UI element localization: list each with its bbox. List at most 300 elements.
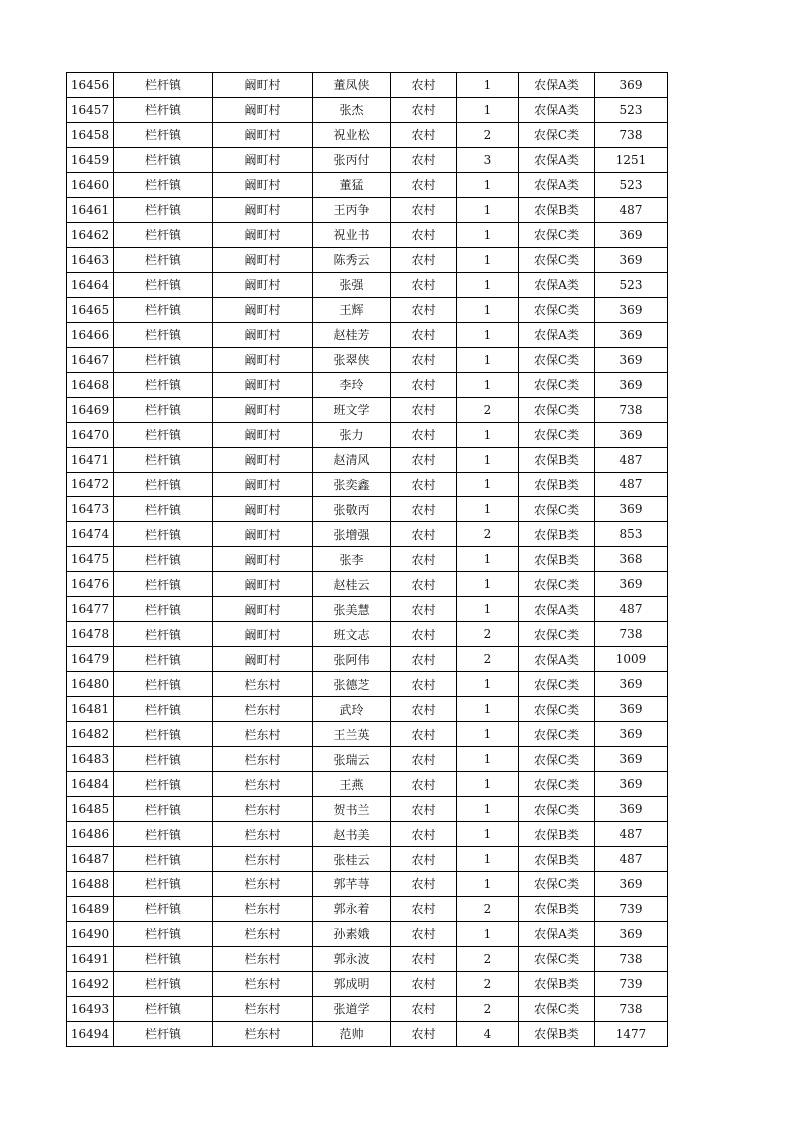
- category-cell: 农保B类: [519, 1021, 595, 1046]
- town-cell: 栏杆镇: [114, 97, 213, 122]
- table-row: [67, 122, 668, 147]
- table-row: [67, 447, 668, 472]
- area-type-cell: 农村: [391, 672, 457, 697]
- amount-cell: 369: [595, 697, 668, 722]
- name-cell: 张丙付: [313, 147, 391, 172]
- amount-cell: 369: [595, 372, 668, 397]
- category-cell: 农保C类: [519, 297, 595, 322]
- id-cell: 16471: [67, 447, 114, 472]
- village-cell: 栏东村: [213, 946, 313, 971]
- count-cell: 1: [457, 322, 519, 347]
- id-cell: 16493: [67, 996, 114, 1021]
- amount-cell: 368: [595, 547, 668, 572]
- category-cell: 农保B类: [519, 197, 595, 222]
- table-row: [67, 921, 668, 946]
- area-type-cell: 农村: [391, 272, 457, 297]
- village-cell: 栏东村: [213, 672, 313, 697]
- table-row: [67, 147, 668, 172]
- table-row: [67, 572, 668, 597]
- name-cell: 张奕鑫: [313, 472, 391, 497]
- table-row: [67, 896, 668, 921]
- town-cell: 栏杆镇: [114, 197, 213, 222]
- count-cell: 1: [457, 797, 519, 822]
- town-cell: 栏杆镇: [114, 921, 213, 946]
- town-cell: 栏杆镇: [114, 122, 213, 147]
- id-cell: 16465: [67, 297, 114, 322]
- name-cell: 王兰英: [313, 722, 391, 747]
- id-cell: 16484: [67, 772, 114, 797]
- town-cell: 栏杆镇: [114, 547, 213, 572]
- name-cell: 陈秀云: [313, 247, 391, 272]
- table-row: [67, 97, 668, 122]
- count-cell: 1: [457, 672, 519, 697]
- category-cell: 农保C类: [519, 797, 595, 822]
- town-cell: 栏杆镇: [114, 697, 213, 722]
- village-cell: 阚町村: [213, 322, 313, 347]
- table-row: [67, 197, 668, 222]
- town-cell: 栏杆镇: [114, 472, 213, 497]
- name-cell: 贺书兰: [313, 797, 391, 822]
- name-cell: 祝业书: [313, 222, 391, 247]
- category-cell: 农保A类: [519, 97, 595, 122]
- count-cell: 2: [457, 647, 519, 672]
- village-cell: 阚町村: [213, 97, 313, 122]
- count-cell: 2: [457, 622, 519, 647]
- category-cell: 农保C类: [519, 872, 595, 897]
- area-type-cell: 农村: [391, 822, 457, 847]
- category-cell: 农保C类: [519, 697, 595, 722]
- category-cell: 农保B类: [519, 847, 595, 872]
- category-cell: 农保C类: [519, 946, 595, 971]
- id-cell: 16464: [67, 272, 114, 297]
- category-cell: 农保C类: [519, 222, 595, 247]
- village-cell: 阚町村: [213, 622, 313, 647]
- area-type-cell: 农村: [391, 372, 457, 397]
- id-cell: 16481: [67, 697, 114, 722]
- amount-cell: 487: [595, 822, 668, 847]
- count-cell: 1: [457, 247, 519, 272]
- id-cell: 16458: [67, 122, 114, 147]
- amount-cell: 369: [595, 747, 668, 772]
- village-cell: 阚町村: [213, 572, 313, 597]
- village-cell: 阚町村: [213, 447, 313, 472]
- name-cell: 张德芝: [313, 672, 391, 697]
- town-cell: 栏杆镇: [114, 847, 213, 872]
- area-type-cell: 农村: [391, 697, 457, 722]
- count-cell: 1: [457, 172, 519, 197]
- count-cell: 1: [457, 347, 519, 372]
- village-cell: 栏东村: [213, 772, 313, 797]
- amount-cell: 487: [595, 472, 668, 497]
- area-type-cell: 农村: [391, 522, 457, 547]
- town-cell: 栏杆镇: [114, 971, 213, 996]
- amount-cell: 738: [595, 996, 668, 1021]
- village-cell: 阚町村: [213, 347, 313, 372]
- data-table: [66, 72, 668, 1047]
- town-cell: 栏杆镇: [114, 722, 213, 747]
- town-cell: 栏杆镇: [114, 422, 213, 447]
- area-type-cell: 农村: [391, 297, 457, 322]
- category-cell: 农保C类: [519, 672, 595, 697]
- name-cell: 张强: [313, 272, 391, 297]
- town-cell: 栏杆镇: [114, 872, 213, 897]
- category-cell: 农保A类: [519, 73, 595, 98]
- count-cell: 1: [457, 197, 519, 222]
- table-row: [67, 1021, 668, 1046]
- village-cell: 阚町村: [213, 172, 313, 197]
- village-cell: 栏东村: [213, 872, 313, 897]
- count-cell: 2: [457, 971, 519, 996]
- village-cell: 栏东村: [213, 797, 313, 822]
- village-cell: 阚町村: [213, 247, 313, 272]
- id-cell: 16473: [67, 497, 114, 522]
- category-cell: 农保C类: [519, 422, 595, 447]
- count-cell: 1: [457, 497, 519, 522]
- amount-cell: 369: [595, 73, 668, 98]
- count-cell: 2: [457, 896, 519, 921]
- table-row: [67, 322, 668, 347]
- amount-cell: 853: [595, 522, 668, 547]
- amount-cell: 487: [595, 447, 668, 472]
- town-cell: 栏杆镇: [114, 222, 213, 247]
- area-type-cell: 农村: [391, 896, 457, 921]
- id-cell: 16469: [67, 397, 114, 422]
- town-cell: 栏杆镇: [114, 497, 213, 522]
- area-type-cell: 农村: [391, 797, 457, 822]
- amount-cell: 369: [595, 322, 668, 347]
- name-cell: 张杰: [313, 97, 391, 122]
- area-type-cell: 农村: [391, 921, 457, 946]
- village-cell: 栏东村: [213, 847, 313, 872]
- id-cell: 16460: [67, 172, 114, 197]
- area-type-cell: 农村: [391, 97, 457, 122]
- town-cell: 栏杆镇: [114, 896, 213, 921]
- village-cell: 阚町村: [213, 147, 313, 172]
- town-cell: 栏杆镇: [114, 822, 213, 847]
- name-cell: 孙素娥: [313, 921, 391, 946]
- town-cell: 栏杆镇: [114, 172, 213, 197]
- amount-cell: 523: [595, 272, 668, 297]
- category-cell: 农保C类: [519, 122, 595, 147]
- name-cell: 张瑞云: [313, 747, 391, 772]
- id-cell: 16475: [67, 547, 114, 572]
- amount-cell: 369: [595, 422, 668, 447]
- area-type-cell: 农村: [391, 122, 457, 147]
- id-cell: 16494: [67, 1021, 114, 1046]
- name-cell: 武玲: [313, 697, 391, 722]
- town-cell: 栏杆镇: [114, 797, 213, 822]
- table-row: [67, 672, 668, 697]
- name-cell: 赵桂云: [313, 572, 391, 597]
- name-cell: 李玲: [313, 372, 391, 397]
- count-cell: 1: [457, 747, 519, 772]
- id-cell: 16492: [67, 971, 114, 996]
- id-cell: 16490: [67, 921, 114, 946]
- area-type-cell: 农村: [391, 647, 457, 672]
- id-cell: 16489: [67, 896, 114, 921]
- area-type-cell: 农村: [391, 447, 457, 472]
- table-row: [67, 522, 668, 547]
- area-type-cell: 农村: [391, 147, 457, 172]
- town-cell: 栏杆镇: [114, 672, 213, 697]
- count-cell: 1: [457, 772, 519, 797]
- table-body: [67, 73, 668, 1047]
- town-cell: 栏杆镇: [114, 522, 213, 547]
- table-row: [67, 397, 668, 422]
- village-cell: 栏东村: [213, 896, 313, 921]
- category-cell: 农保C类: [519, 372, 595, 397]
- area-type-cell: 农村: [391, 247, 457, 272]
- amount-cell: 523: [595, 97, 668, 122]
- name-cell: 张李: [313, 547, 391, 572]
- name-cell: 张力: [313, 422, 391, 447]
- amount-cell: 369: [595, 297, 668, 322]
- table-row: [67, 797, 668, 822]
- village-cell: 阚町村: [213, 522, 313, 547]
- village-cell: 阚町村: [213, 547, 313, 572]
- name-cell: 张美慧: [313, 597, 391, 622]
- village-cell: 栏东村: [213, 722, 313, 747]
- area-type-cell: 农村: [391, 772, 457, 797]
- town-cell: 栏杆镇: [114, 272, 213, 297]
- town-cell: 栏杆镇: [114, 946, 213, 971]
- village-cell: 阚町村: [213, 422, 313, 447]
- id-cell: 16480: [67, 672, 114, 697]
- category-cell: 农保A类: [519, 597, 595, 622]
- name-cell: 班文学: [313, 397, 391, 422]
- town-cell: 栏杆镇: [114, 772, 213, 797]
- area-type-cell: 农村: [391, 547, 457, 572]
- amount-cell: 738: [595, 397, 668, 422]
- town-cell: 栏杆镇: [114, 447, 213, 472]
- id-cell: 16462: [67, 222, 114, 247]
- count-cell: 2: [457, 397, 519, 422]
- id-cell: 16456: [67, 73, 114, 98]
- count-cell: 3: [457, 147, 519, 172]
- count-cell: 1: [457, 572, 519, 597]
- area-type-cell: 农村: [391, 73, 457, 98]
- count-cell: 2: [457, 946, 519, 971]
- village-cell: 栏东村: [213, 822, 313, 847]
- id-cell: 16487: [67, 847, 114, 872]
- category-cell: 农保B类: [519, 447, 595, 472]
- amount-cell: 369: [595, 872, 668, 897]
- table-row: [67, 996, 668, 1021]
- count-cell: 1: [457, 822, 519, 847]
- id-cell: 16470: [67, 422, 114, 447]
- category-cell: 农保C类: [519, 996, 595, 1021]
- village-cell: 栏东村: [213, 747, 313, 772]
- id-cell: 16467: [67, 347, 114, 372]
- town-cell: 栏杆镇: [114, 996, 213, 1021]
- village-cell: 阚町村: [213, 122, 313, 147]
- category-cell: 农保B类: [519, 822, 595, 847]
- village-cell: 阚町村: [213, 497, 313, 522]
- area-type-cell: 农村: [391, 622, 457, 647]
- id-cell: 16485: [67, 797, 114, 822]
- name-cell: 郭永波: [313, 946, 391, 971]
- amount-cell: 369: [595, 722, 668, 747]
- town-cell: 栏杆镇: [114, 747, 213, 772]
- table-row: [67, 747, 668, 772]
- village-cell: 栏东村: [213, 971, 313, 996]
- amount-cell: 369: [595, 572, 668, 597]
- id-cell: 16457: [67, 97, 114, 122]
- category-cell: 农保B类: [519, 522, 595, 547]
- table-row: [67, 222, 668, 247]
- amount-cell: 1009: [595, 647, 668, 672]
- name-cell: 祝业松: [313, 122, 391, 147]
- town-cell: 栏杆镇: [114, 647, 213, 672]
- village-cell: 栏东村: [213, 1021, 313, 1046]
- count-cell: 1: [457, 297, 519, 322]
- amount-cell: 738: [595, 122, 668, 147]
- count-cell: 1: [457, 697, 519, 722]
- name-cell: 张阿伟: [313, 647, 391, 672]
- table-row: [67, 497, 668, 522]
- id-cell: 16477: [67, 597, 114, 622]
- amount-cell: 369: [595, 347, 668, 372]
- area-type-cell: 农村: [391, 572, 457, 597]
- amount-cell: 738: [595, 622, 668, 647]
- table-row: [67, 597, 668, 622]
- amount-cell: 487: [595, 597, 668, 622]
- area-type-cell: 农村: [391, 597, 457, 622]
- category-cell: 农保A类: [519, 921, 595, 946]
- village-cell: 阚町村: [213, 73, 313, 98]
- area-type-cell: 农村: [391, 1021, 457, 1046]
- table-row: [67, 272, 668, 297]
- name-cell: 赵书美: [313, 822, 391, 847]
- count-cell: 1: [457, 447, 519, 472]
- village-cell: 阚町村: [213, 222, 313, 247]
- id-cell: 16482: [67, 722, 114, 747]
- amount-cell: 739: [595, 971, 668, 996]
- town-cell: 栏杆镇: [114, 597, 213, 622]
- category-cell: 农保C类: [519, 572, 595, 597]
- town-cell: 栏杆镇: [114, 322, 213, 347]
- town-cell: 栏杆镇: [114, 622, 213, 647]
- category-cell: 农保A类: [519, 272, 595, 297]
- area-type-cell: 农村: [391, 222, 457, 247]
- id-cell: 16483: [67, 747, 114, 772]
- village-cell: 阚町村: [213, 272, 313, 297]
- amount-cell: 369: [595, 672, 668, 697]
- town-cell: 栏杆镇: [114, 147, 213, 172]
- category-cell: 农保A类: [519, 147, 595, 172]
- table-row: [67, 297, 668, 322]
- id-cell: 16472: [67, 472, 114, 497]
- count-cell: 1: [457, 472, 519, 497]
- id-cell: 16474: [67, 522, 114, 547]
- name-cell: 王燕: [313, 772, 391, 797]
- name-cell: 董猛: [313, 172, 391, 197]
- amount-cell: 739: [595, 896, 668, 921]
- area-type-cell: 农村: [391, 397, 457, 422]
- count-cell: 2: [457, 522, 519, 547]
- area-type-cell: 农村: [391, 946, 457, 971]
- count-cell: 2: [457, 122, 519, 147]
- name-cell: 董凤侠: [313, 73, 391, 98]
- id-cell: 16459: [67, 147, 114, 172]
- name-cell: 张增强: [313, 522, 391, 547]
- village-cell: 栏东村: [213, 697, 313, 722]
- name-cell: 张翠侠: [313, 347, 391, 372]
- name-cell: 赵桂芳: [313, 322, 391, 347]
- table-row: [67, 472, 668, 497]
- amount-cell: 369: [595, 247, 668, 272]
- amount-cell: 523: [595, 172, 668, 197]
- category-cell: 农保C类: [519, 622, 595, 647]
- id-cell: 16463: [67, 247, 114, 272]
- area-type-cell: 农村: [391, 347, 457, 372]
- name-cell: 范帅: [313, 1021, 391, 1046]
- village-cell: 阚町村: [213, 597, 313, 622]
- amount-cell: 487: [595, 197, 668, 222]
- category-cell: 农保C类: [519, 497, 595, 522]
- category-cell: 农保C类: [519, 722, 595, 747]
- village-cell: 栏东村: [213, 921, 313, 946]
- category-cell: 农保C类: [519, 247, 595, 272]
- village-cell: 阚町村: [213, 397, 313, 422]
- area-type-cell: 农村: [391, 422, 457, 447]
- category-cell: 农保C类: [519, 397, 595, 422]
- count-cell: 2: [457, 996, 519, 1021]
- count-cell: 1: [457, 97, 519, 122]
- town-cell: 栏杆镇: [114, 297, 213, 322]
- count-cell: 1: [457, 597, 519, 622]
- id-cell: 16491: [67, 946, 114, 971]
- table-row: [67, 547, 668, 572]
- category-cell: 农保C类: [519, 747, 595, 772]
- count-cell: 1: [457, 272, 519, 297]
- category-cell: 农保B类: [519, 472, 595, 497]
- table-row: [67, 73, 668, 98]
- category-cell: 农保B类: [519, 896, 595, 921]
- name-cell: 班文志: [313, 622, 391, 647]
- count-cell: 1: [457, 222, 519, 247]
- table-row: [67, 872, 668, 897]
- category-cell: 农保A类: [519, 322, 595, 347]
- area-type-cell: 农村: [391, 172, 457, 197]
- id-cell: 16466: [67, 322, 114, 347]
- category-cell: 农保A类: [519, 172, 595, 197]
- town-cell: 栏杆镇: [114, 347, 213, 372]
- amount-cell: 1251: [595, 147, 668, 172]
- amount-cell: 369: [595, 772, 668, 797]
- count-cell: 1: [457, 372, 519, 397]
- area-type-cell: 农村: [391, 472, 457, 497]
- amount-cell: 369: [595, 497, 668, 522]
- village-cell: 阚町村: [213, 297, 313, 322]
- id-cell: 16479: [67, 647, 114, 672]
- amount-cell: 369: [595, 921, 668, 946]
- category-cell: 农保A类: [519, 647, 595, 672]
- table-row: [67, 247, 668, 272]
- name-cell: 王辉: [313, 297, 391, 322]
- table-row: [67, 946, 668, 971]
- table-row: [67, 772, 668, 797]
- village-cell: 阚町村: [213, 647, 313, 672]
- category-cell: 农保B类: [519, 547, 595, 572]
- table-row: [67, 647, 668, 672]
- table-row: [67, 622, 668, 647]
- village-cell: 栏东村: [213, 996, 313, 1021]
- amount-cell: 369: [595, 797, 668, 822]
- table-row: [67, 372, 668, 397]
- name-cell: 郭芊荨: [313, 872, 391, 897]
- town-cell: 栏杆镇: [114, 1021, 213, 1046]
